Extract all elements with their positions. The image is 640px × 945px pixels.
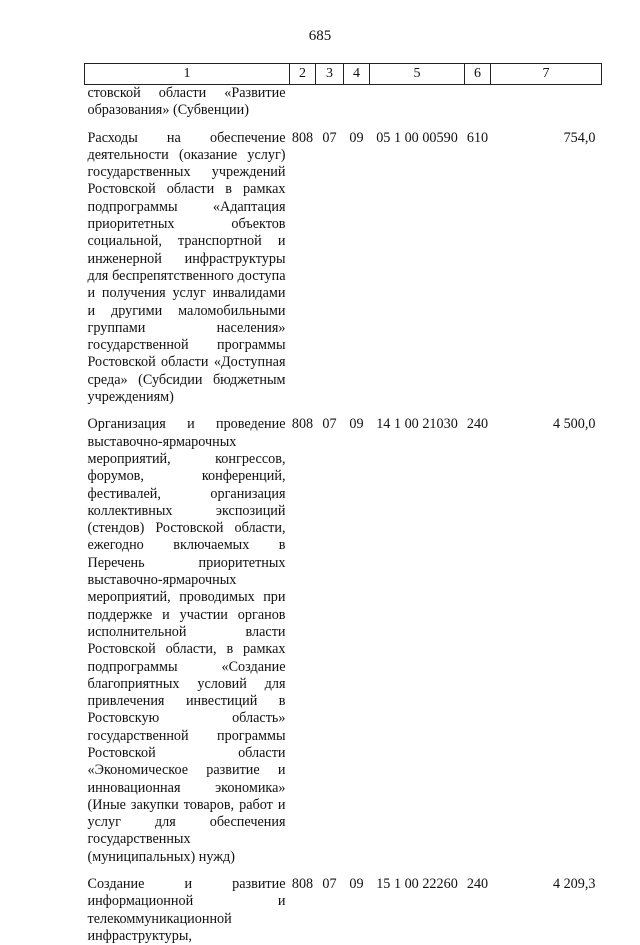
header-col-5: 5 bbox=[370, 64, 465, 85]
row-expense-type: 240 bbox=[466, 416, 489, 433]
row-section: 07 bbox=[322, 416, 337, 433]
row-expense-type: 240 bbox=[466, 876, 489, 893]
row-subsection: 09 bbox=[349, 876, 364, 893]
row-subsection: 09 bbox=[349, 129, 364, 146]
row-amount: 754,0 bbox=[563, 129, 596, 146]
row-expense-type: 610 bbox=[466, 129, 489, 146]
row-amount bbox=[491, 85, 602, 120]
row-admin-code: 808 bbox=[291, 876, 314, 893]
header-col-7: 7 bbox=[491, 64, 602, 85]
row-description: Расходы на обеспечение деятельности (оказание услуг) государственных учреждений Ростовской области в рамках подпрограммы «Адаптация приоритетных объектов социальной, транспортной и инженерной инфраструктуры для беспрепятственного доступа и получения услуг инвалидами и другими маломобильными группами населения» государственной программы Ростовской области «Доступная среда» (Субсидии бюджетным учреждениям) bbox=[87, 129, 286, 406]
row-target-code: 14 1 00 21030 bbox=[376, 416, 458, 433]
table-row bbox=[85, 130, 602, 407]
row-description: Организация и проведение выставочно-ярмарочных мероприятий, конгрессов, форумов, конференций, фестивалей, организация коллективных экспозиций (стендов) Ростовской области, ежегодно включаемых в Перечень приоритетных выставочно-ярмарочных мероприятий, проводимых при поддержке и участии органов исполнительной власти Ростовской области, в рамках подпрограммы «Создание благоприятных условий для привлечения инвестиций в Ростовскую область» государственной программы Ростовской области «Экономическое развитие и инновационная экономика» (Иные закупки товаров, работ и услуг для обеспечения государственных (муниципальных) нужд) bbox=[87, 416, 286, 865]
row-section: 07 bbox=[322, 876, 337, 893]
row-section: 07 bbox=[322, 129, 337, 146]
row-subsection bbox=[344, 85, 370, 120]
row-description: Создание и развитие информационной и телекоммуникационной инфраструктуры, bbox=[87, 876, 286, 944]
row-spacer bbox=[85, 866, 602, 876]
header-col-1: 1 bbox=[85, 64, 290, 85]
table-row bbox=[85, 876, 602, 945]
row-admin-code: 808 bbox=[291, 416, 314, 433]
header-col-4: 4 bbox=[344, 64, 370, 85]
row-admin-code: 808 bbox=[291, 129, 314, 146]
row-amount: 4 209,3 bbox=[552, 876, 596, 893]
page-number: 685 bbox=[308, 28, 332, 44]
row-expense-type bbox=[465, 85, 491, 120]
row-target-code: 05 1 00 00590 bbox=[376, 129, 458, 146]
row-section bbox=[316, 85, 344, 120]
row-spacer bbox=[85, 120, 602, 130]
table-header-row bbox=[85, 64, 602, 85]
header-col-3: 3 bbox=[316, 64, 344, 85]
row-admin-code bbox=[290, 85, 316, 120]
row-spacer bbox=[85, 406, 602, 416]
row-amount: 4 500,0 bbox=[552, 416, 596, 433]
header-col-2: 2 bbox=[290, 64, 316, 85]
header-col-6: 6 bbox=[465, 64, 491, 85]
budget-table bbox=[84, 63, 602, 945]
table-row bbox=[85, 85, 602, 120]
row-target-code: 15 1 00 22260 bbox=[376, 876, 458, 893]
row-description: стовской области «Развитие образования» (Субвенции) bbox=[87, 85, 286, 119]
table-row bbox=[85, 416, 602, 866]
row-target-code bbox=[370, 85, 465, 120]
row-subsection: 09 bbox=[349, 416, 364, 433]
